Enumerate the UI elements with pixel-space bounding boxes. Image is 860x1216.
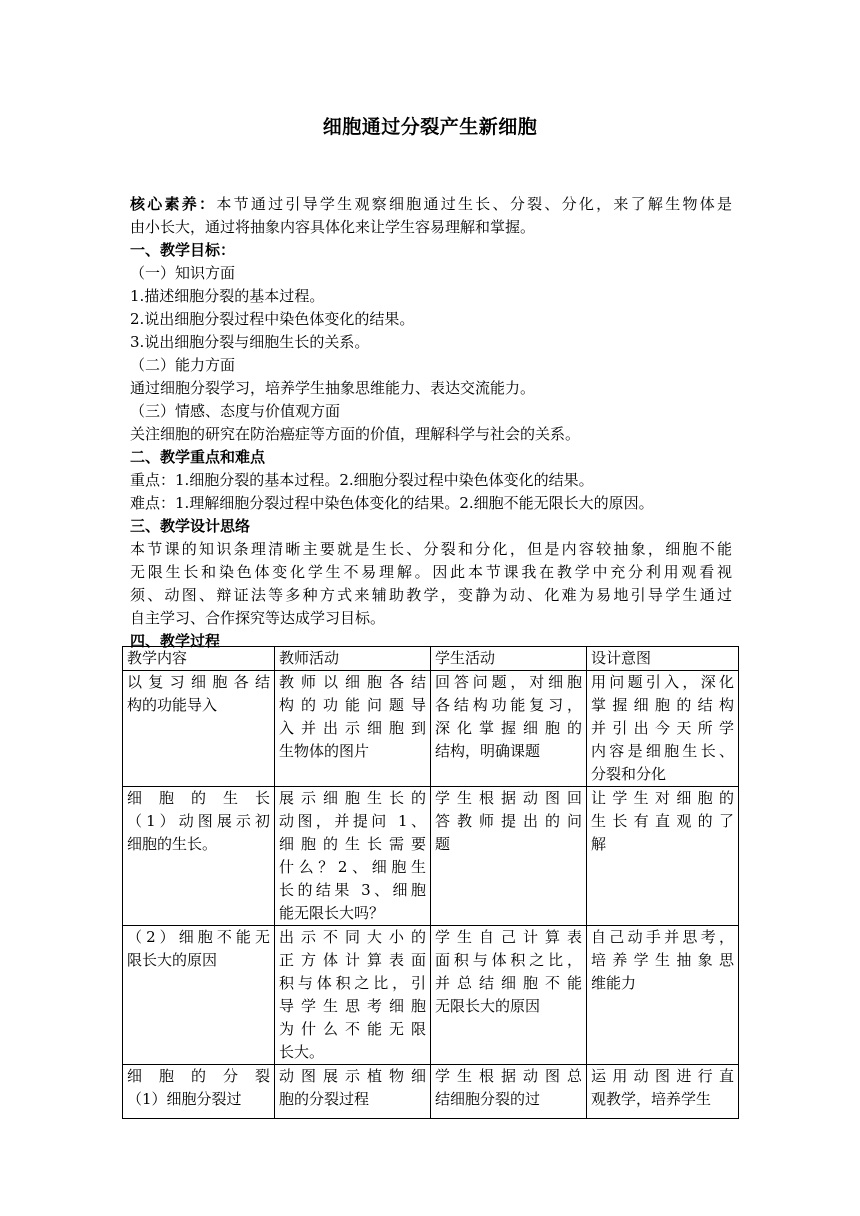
table-cell-line: 并引出今天所学 [591,719,734,737]
table-cell [587,1065,739,1119]
table-cell-line: 并总结细胞不能 [435,974,582,992]
section-heading-objectives: 一、教学目标： [130,241,236,259]
table-cell-line: 教师以细胞各结 [279,673,426,691]
table-cell [123,671,275,787]
table-cell-line: 动图展示植物细 [279,1067,426,1085]
design-text-line: 须、动图、辩证法等多种方式来辅助教学，变静为动、化难为易地引导学生通过 [130,586,732,604]
core-literacy-label: 核心素养： [130,195,217,213]
table-cell-line: 构的功能导入 [127,696,218,714]
core-literacy-line-1: 核心素养：本节通过引导学生观察细胞通过生长、分裂、分化，来了解生物体是 [130,195,732,213]
table-cell-line: 题 [435,835,451,853]
table-cell-line: 各结构功能复习， [435,696,582,714]
table-cell-line: 深化掌握细胞的 [435,719,582,737]
table-cell-line: 回答问题，对细胞 [435,673,582,691]
table-cell [123,787,275,926]
section-heading-key-points: 二、教学重点和难点 [130,448,266,466]
table-cell-line: 答教师提出的问 [435,812,582,830]
teaching-process-table [122,646,739,1119]
table-cell-line: 结细胞分裂的过 [435,1090,541,1108]
table-cell [431,787,587,926]
key-points-text: 重点：1.细胞分裂的基本过程。2.细胞分裂过程中染色体变化的结果。 [130,471,594,489]
subheading-knowledge: （一）知识方面 [130,264,236,282]
table-cell-line: 细胞的分裂 [127,1067,270,1085]
table-cell-line: 长大。 [279,1043,325,1061]
emotion-text: 关注细胞的研究在防治癌症等方面的价值，理解科学与社会的关系。 [130,425,581,443]
table-cell [431,671,587,787]
table-cell [587,787,739,926]
table-cell-line: 限长大的原因 [127,951,218,969]
subheading-emotion: （三）情感、态度与价值观方面 [130,402,341,420]
table-cell-line: 内容是细胞生长、 [591,742,734,760]
table-cell-line: 培养学生抽象思 [591,951,734,969]
table-cell-line: 生长有直观的了 [591,812,734,830]
table-cell [123,1065,275,1119]
objective-item: 2.说出细胞分裂过程中染色体变化的结果。 [130,310,415,328]
table-cell-line: 以复习细胞各结 [127,673,270,691]
table-cell-line: 面积与体积之比， [435,951,582,969]
table-cell-line: 用问题引入，深化 [591,673,734,691]
table-cell [587,671,739,787]
table-cell-line: 学生自己计算表 [435,928,582,946]
table-cell-line: 导学生思考细胞 [279,997,426,1015]
table-cell-line: 无限长大的原因 [435,997,541,1015]
table-cell-line: 细胞的生长需要 [279,835,426,853]
design-text-line: 本节课的知识条理清晰主要就是生长、分裂和分化，但是内容较抽象，细胞不能 [130,540,732,558]
document-body [130,193,732,653]
table-cell [275,787,431,926]
table-cell-line: 维能力 [591,974,637,992]
objective-item: 1.描述细胞分裂的基本过程。 [130,287,325,305]
table-row [123,1065,739,1119]
table-cell-line: 解 [591,835,607,853]
table-cell [123,926,275,1065]
table-cell-line: 结构，明确课题 [435,742,541,760]
table-cell-line: 生物体的图片 [279,742,370,760]
table-cell-line: 细胞的生长 [127,789,270,807]
difficult-points-text: 难点：1.理解细胞分裂过程中染色体变化的结果。2.细胞不能无限长大的原因。 [130,494,654,512]
table-cell-line: 胞的分裂过程 [279,1090,370,1108]
table-cell-line: （1）动图展示初 [127,812,270,830]
table-cell-line: 为什么不能无限 [279,1020,426,1038]
table-cell [275,1065,431,1119]
section-heading-design: 三、教学设计思络 [130,517,251,535]
table-cell-line: 分裂和分化 [591,765,667,783]
table-cell-line: 出示不同大小的 [279,928,426,946]
table-cell [275,671,431,787]
table-cell-line: 展示细胞生长的 [279,789,426,807]
table-cell-line: 正方体计算表面 [279,951,426,969]
table-cell-line: （1）细胞分裂过 [127,1090,242,1108]
table-cell-line: 运用动图进行直 [591,1067,734,1085]
table-row [123,926,739,1065]
table-cell-line: 能无限长大吗？ [279,904,385,922]
table-header-cell: 学生活动 [431,647,587,671]
ability-text: 通过细胞分裂学习，培养学生抽象思维能力、表达交流能力。 [130,379,536,397]
table-row [123,787,739,926]
table-header-row [123,647,739,671]
section-heading-process: 四、教学过程 [130,632,221,650]
table-cell [431,1065,587,1119]
table-cell-line: 细胞的生长。 [127,835,218,853]
table-cell [587,926,739,1065]
core-literacy-line-2: 由小长大，通过将抽象内容具体化来让学生容易理解和掌握。 [130,218,536,236]
table-header-cell: 教师活动 [275,647,431,671]
table-cell-line: 什么？2、细胞生 [279,858,426,876]
table-cell-line: 学生根据动图总 [435,1067,582,1085]
subheading-ability: （二）能力方面 [130,356,236,374]
table-cell [431,926,587,1065]
table-row [123,671,739,787]
design-text-line: 自主学习、合作探究等达成学习目标。 [130,609,386,627]
table-cell-line: 让学生对细胞的 [591,789,734,807]
table-header-cell: 教学内容 [123,647,275,671]
table-cell-line: 积与体积之比，引 [279,974,426,992]
table-cell [275,926,431,1065]
table-cell-line: （2）细胞不能无 [127,928,270,946]
design-text-line: 无限生长和染色体变化学生不易理解。因此本节课我在教学中充分利用观看视 [130,563,732,581]
table-cell-line: 入并出示细胞到 [279,719,426,737]
table-cell-line: 观教学，培养学生 [591,1090,712,1108]
table-cell-line: 长的结果 3、细胞 [279,881,426,899]
document-title: 细胞通过分裂产生新细胞 [322,116,538,138]
table-cell-line: 掌握细胞的结构 [591,696,734,714]
table-cell-line: 学生根据动图回 [435,789,582,807]
table-cell-line: 自己动手并思考， [591,928,734,946]
table-header-cell: 设计意图 [587,647,739,671]
table-cell-line: 构的功能问题导 [279,696,426,714]
objective-item: 3.说出细胞分裂与细胞生长的关系。 [130,333,370,351]
table-cell-line: 动图，并提问 1、 [279,812,426,830]
